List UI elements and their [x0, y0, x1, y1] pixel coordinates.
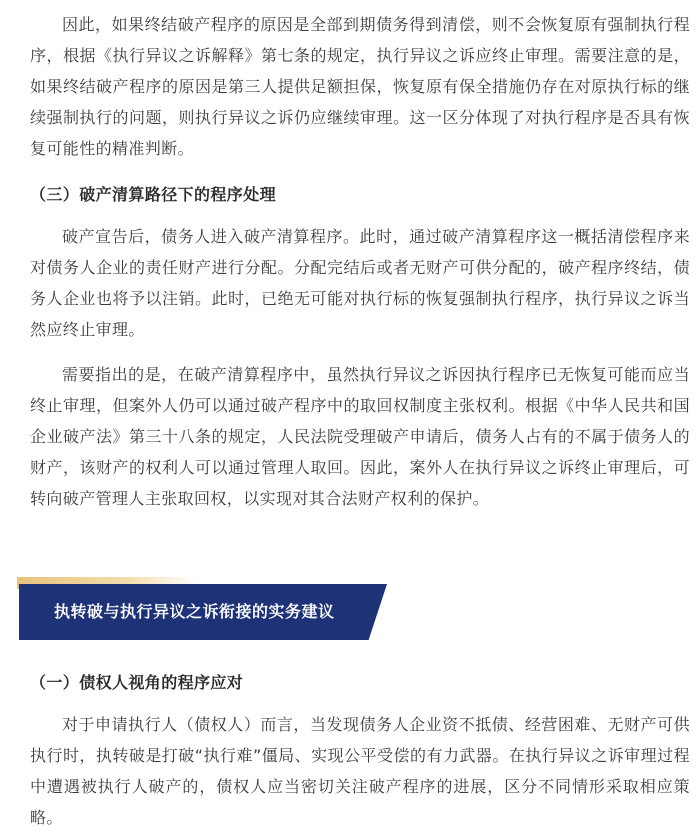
- paragraph-termination-reasons: 因此，如果终结破产程序的原因是全部到期债务得到清偿，则不会恢复原有强制执行程序，根据《执行异议之诉解释》第七条的规定，执行异议之诉应终止审理。需要注意的是，如果终结破产程序的原因是第三人提供足额担保，恢复原有保全措施仍存在对原执行标的继续强制执行的问题，则执行异议之诉仍应继续审理。这一区分体现了对执行程序是否具有恢复可能性的精准判断。: [30, 15, 690, 158]
- banner-title: 执转破与执行异议之诉衔接的实务建议: [54, 602, 335, 621]
- paragraph-retrieval-right: 需要指出的是，在破产清算程序中，虽然执行异议之诉因执行程序已无恢复可能而应当终止审理，但案外人仍可以通过破产程序中的取回权制度主张权利。根据《中华人民共和国企业破产法》第三十八条的规定，人民法院受理破产申请后，债务人占有的不属于债务人的财产，该财产的权利人可以通过管理人取回。因此，案外人在执行异议之诉终止审理后，可转向破产管理人主张取回权，以实现对其合法财产权利的保护。: [30, 365, 690, 508]
- subheading-bankruptcy-liquidation: （三）破产清算路径下的程序处理: [30, 185, 277, 204]
- paragraph-liquidation-procedure: 破产宣告后，债务人进入破产清算程序。此时，通过破产清算程序这一概括清偿程序来对债务人企业的责任财产进行分配。分配完结后或者无财产可供分配的，破产程序终结，债务人企业也将予以注销。此时，已绝无可能对执行标的恢复强制执行程序，执行异议之诉当然应终止审理。: [30, 227, 690, 339]
- subheading-creditor-perspective: （一）债权人视角的程序应对: [30, 673, 244, 692]
- paragraph-creditor-strategy: 对于申请执行人（债权人）而言，当发现债务人企业资不抵债、经营困难、无财产可供执行时，执转破是打破“执行难”僵局、实现公平受偿的有力武器。在执行异议之诉审理过程中遭遇被执行人破产的，债权人应当密切关注破产程序的进展，区分不同情形采取相应策略。: [30, 715, 690, 827]
- section-banner: [17, 577, 397, 645]
